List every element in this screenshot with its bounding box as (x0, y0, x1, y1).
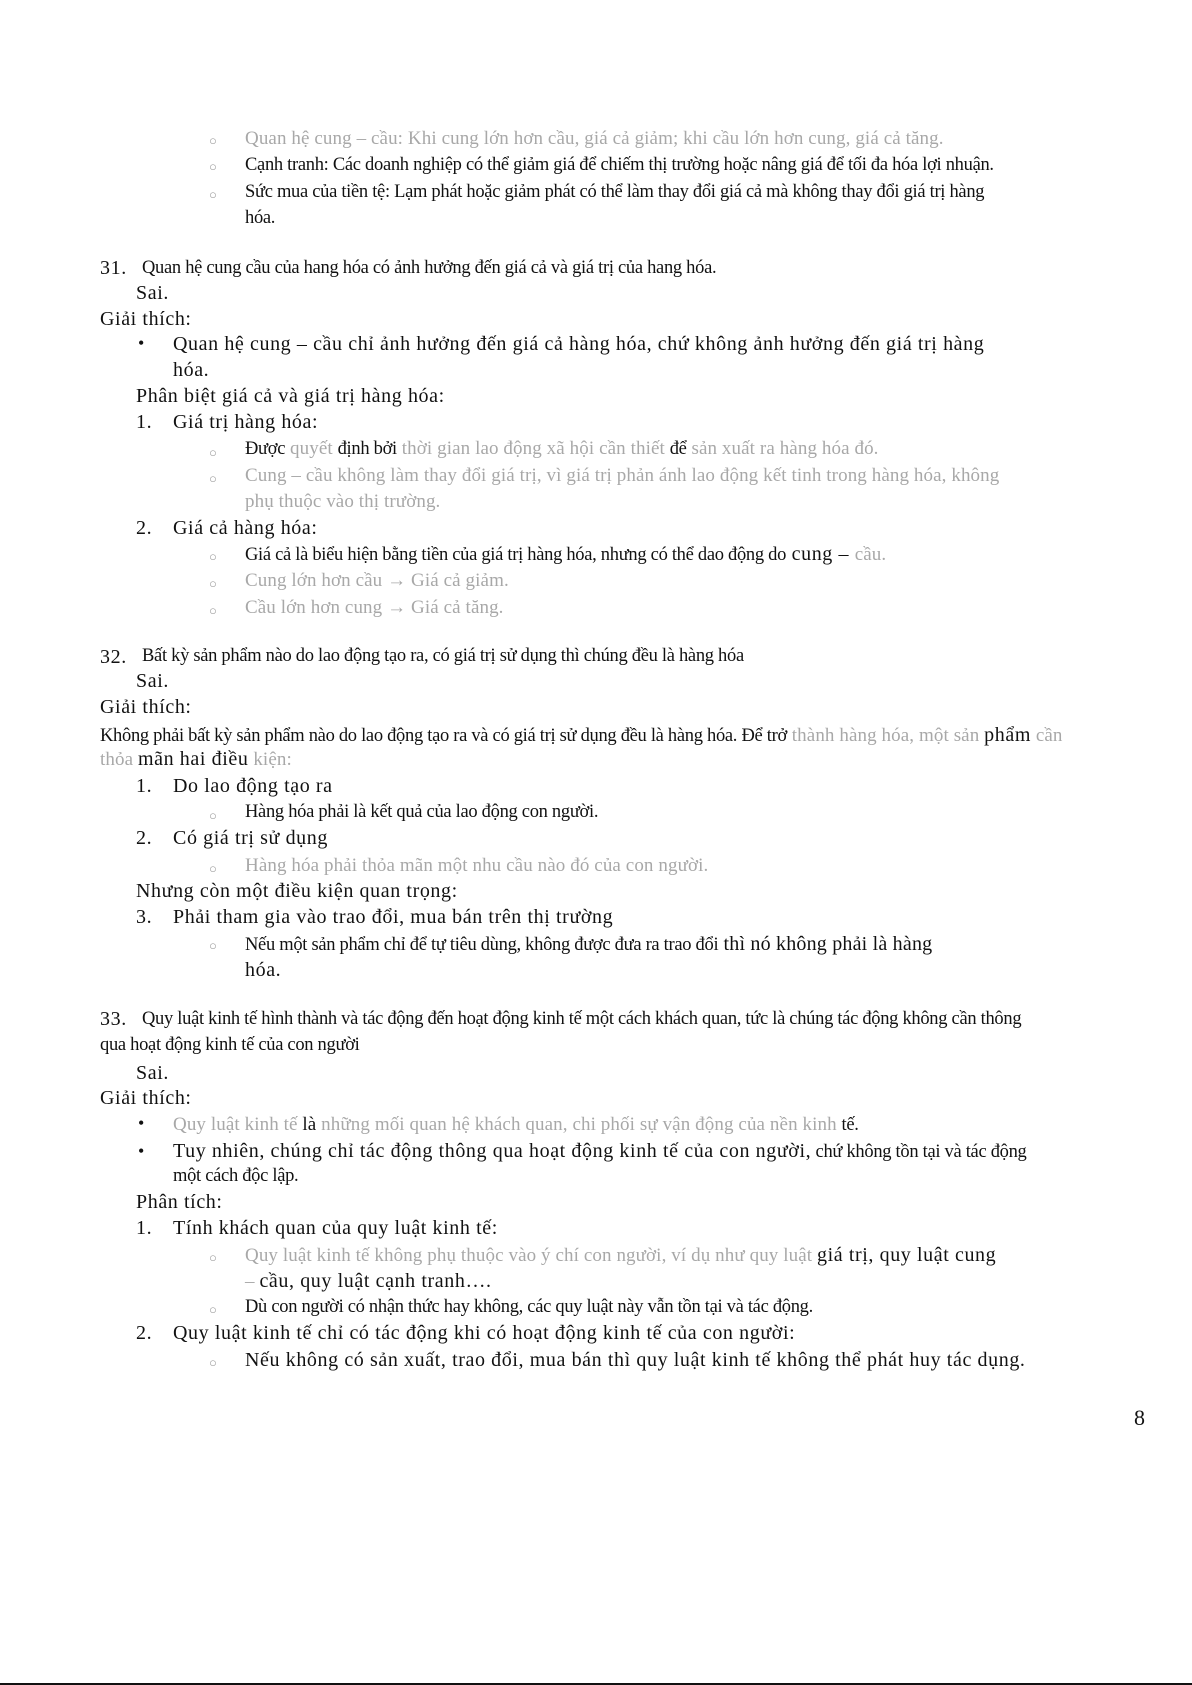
sub-item: Cung lớn hơn cầu → Giá cả giảm. (245, 570, 509, 591)
sub-item: Nếu một sản phẩm chỉ để tự tiêu dùng, không được đưa ra trao đổi thì nó không phải là hàng (245, 933, 933, 955)
list-item-title: Phải tham gia vào trao đổi, mua bán trên thị trường (173, 906, 614, 928)
bullet-text-continuation: một cách độc lập. (173, 1166, 299, 1186)
answer: Sai. (136, 1062, 169, 1084)
circle-bullet-icon: ○ (209, 1355, 217, 1370)
list-number: 1. (136, 775, 153, 797)
paragraph-continuation: thỏa mãn hai điều kiện: (100, 748, 292, 770)
list-item-title: Giá trị hàng hóa: (173, 411, 319, 433)
answer: Sai. (136, 670, 169, 692)
list-number: 2. (136, 517, 153, 539)
sub-item: Cầu lớn hơn cung → Giá cả tăng. (245, 597, 504, 618)
sub-item: Nếu không có sản xuất, trao đổi, mua bán thì quy luật kinh tế không thể phát huy tác dụng. (245, 1349, 1026, 1371)
sub-item-continuation: hóa. (245, 959, 282, 981)
list-item: Cạnh tranh: Các doanh nghiệp có thể giảm giá để chiếm thị trường hoặc nâng giá để tối đa hóa lợi nhuận. (245, 155, 994, 175)
question-text-continuation: qua hoạt động kinh tế của con người (100, 1035, 360, 1055)
list-number: 2. (136, 827, 153, 849)
bullet-dot-icon: • (138, 1113, 145, 1133)
circle-bullet-icon: ○ (209, 1302, 217, 1317)
bullet-text: Quy luật kinh tế là những mối quan hệ khách quan, chi phối sự vận động của nền kinh tế. (173, 1114, 859, 1135)
list-number: 1. (136, 1217, 153, 1239)
circle-bullet-icon: ○ (209, 603, 217, 618)
list-item-title: Quy luật kinh tế chỉ có tác động khi có hoạt động kinh tế của con người: (173, 1322, 796, 1344)
circle-bullet-icon: ○ (209, 133, 217, 148)
bullet-dot-icon: • (138, 1141, 145, 1161)
bullet-text-continuation: hóa. (173, 359, 210, 381)
circle-bullet-icon: ○ (209, 1250, 217, 1265)
question-text: Bất kỳ sản phẩm nào do lao động tạo ra, có giá trị sử dụng thì chúng đều là hàng hóa (142, 646, 744, 666)
circle-bullet-icon: ○ (209, 159, 217, 174)
sub-item: Hàng hóa phải là kết quả của lao động con người. (245, 802, 599, 822)
circle-bullet-icon: ○ (209, 445, 217, 460)
list-item: Quan hệ cung – cầu: Khi cung lớn hơn cầu, giá cả giảm; khi cầu lớn hơn cung, giá cả tăng. (245, 128, 944, 149)
question-number: 31. (100, 257, 127, 279)
list-item-continuation: hóa. (245, 208, 276, 228)
sub-item-continuation: phụ thuộc vào thị trường. (245, 491, 441, 512)
answer: Sai. (136, 282, 169, 304)
circle-bullet-icon: ○ (209, 549, 217, 564)
question-number: 33. (100, 1008, 127, 1030)
bullet-text: Tuy nhiên, chúng chỉ tác động thông qua hoạt động kinh tế của con người, chứ không tồn tại và tác động (173, 1140, 1027, 1162)
explain-label: Giải thích: (100, 1087, 192, 1109)
sub-item: Dù con người có nhận thức hay không, các quy luật này vẫn tồn tại và tác động. (245, 1297, 813, 1317)
sub-item: Cung – cầu không làm thay đổi giá trị, vì giá trị phản ánh lao động kết tinh trong hàng hóa, không (245, 465, 1000, 486)
circle-bullet-icon: ○ (209, 471, 217, 486)
list-item-title: Giá cả hàng hóa: (173, 517, 318, 539)
question-number: 32. (100, 646, 127, 668)
explain-label: Giải thích: (100, 308, 192, 330)
circle-bullet-icon: ○ (209, 938, 217, 953)
section-label: Phân tích: (136, 1191, 223, 1213)
sub-item-continuation: – cầu, quy luật cạnh tranh…. (245, 1270, 492, 1292)
sub-item: Được quyết định bởi thời gian lao động xã hội cần thiết để sản xuất ra hàng hóa đó. (245, 438, 879, 459)
list-number: 2. (136, 1322, 153, 1344)
list-number: 1. (136, 411, 153, 433)
section-label: Nhưng còn một điều kiện quan trọng: (136, 880, 458, 902)
section-label: Phân biệt giá cả và giá trị hàng hóa: (136, 385, 445, 407)
sub-item: Hàng hóa phải thỏa mãn một nhu cầu nào đó của con người. (245, 855, 709, 876)
page-number: 8 (1134, 1405, 1145, 1430)
question-text: Quy luật kinh tế hình thành và tác động đến hoạt động kinh tế một cách khách quan, tức là chúng tác động không cần thông (142, 1009, 1022, 1029)
list-item-title: Tính khách quan của quy luật kinh tế: (173, 1217, 498, 1239)
sub-item: Giá cả là biểu hiện bằng tiền của giá trị hàng hóa, nhưng có thể dao động do cung – cầu. (245, 543, 887, 565)
paragraph: Không phải bất kỳ sản phẩm nào do lao động tạo ra và có giá trị sử dụng đều là hàng hóa. Để trở thành hàng hóa, một sản phẩm cần (100, 724, 1063, 746)
circle-bullet-icon: ○ (209, 808, 217, 823)
sub-item: Quy luật kinh tế không phụ thuộc vào ý chí con người, ví dụ như quy luật giá trị, quy luật cung (245, 1244, 997, 1266)
explain-label: Giải thích: (100, 696, 192, 718)
bullet-text: Quan hệ cung – cầu chỉ ảnh hưởng đến giá cả hàng hóa, chứ không ảnh hưởng đến giá trị hàng (173, 333, 985, 355)
list-item: Sức mua của tiền tệ: Lạm phát hoặc giảm phát có thể làm thay đổi giá cả mà không thay đổi giá trị hàng (245, 182, 985, 202)
list-number: 3. (136, 906, 153, 928)
circle-bullet-icon: ○ (209, 576, 217, 591)
circle-bullet-icon: ○ (209, 187, 217, 202)
question-text: Quan hệ cung cầu của hang hóa có ảnh hưởng đến giá cả và giá trị của hang hóa. (142, 258, 717, 278)
bullet-dot-icon: • (138, 333, 145, 353)
list-item-title: Có giá trị sử dụng (173, 827, 328, 849)
list-item-title: Do lao động tạo ra (173, 775, 333, 797)
circle-bullet-icon: ○ (209, 861, 217, 876)
